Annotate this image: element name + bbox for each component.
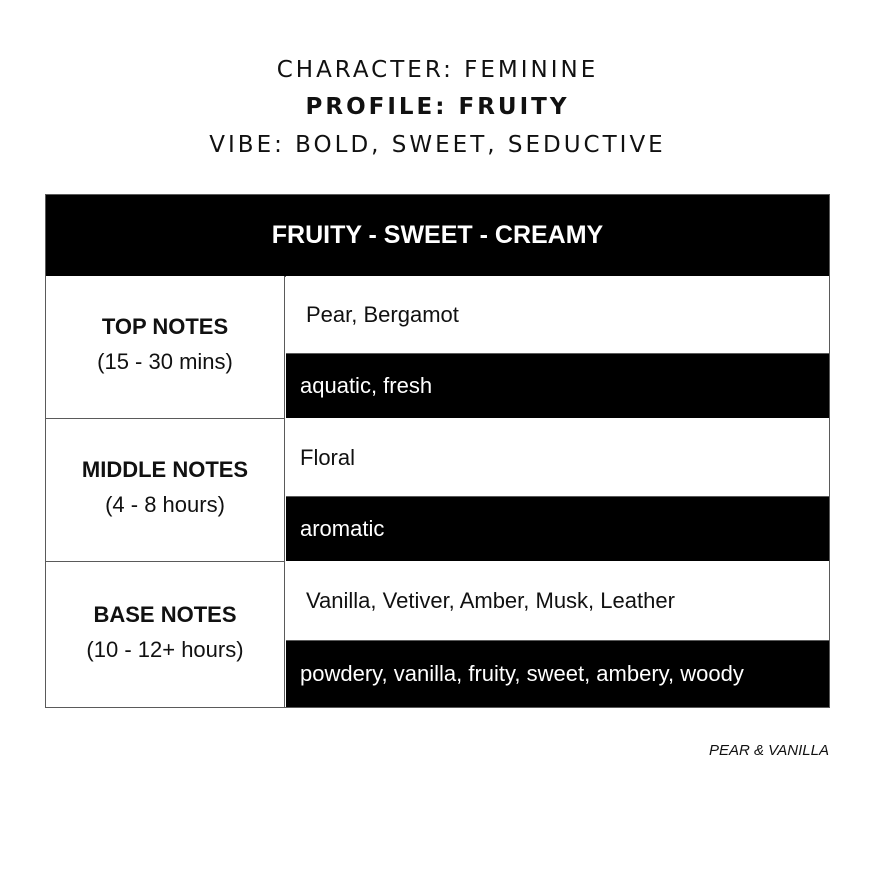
row-label-base-notes [46, 562, 285, 707]
label-time: (10 - 12+ hours) [86, 636, 244, 662]
label-title: TOP NOTES [101, 314, 229, 339]
accords-cell-top: aquatic, fresh [286, 354, 829, 418]
profile-line: PROFILE: FRUITY [305, 94, 570, 120]
footer-caption: PEAR & VANILLA [708, 742, 829, 759]
vibe-line: VIBE: BOLD, SWEET, SEDUCTIVE [209, 132, 666, 158]
table-banner: FRUITY - SWEET - CREAMY [46, 195, 829, 277]
accords-cell-base: powdery, vanilla, fruity, sweet, ambery, woody [286, 641, 829, 707]
ingredients-cell-base: Vanilla, Vetiver, Amber, Musk, Leather [286, 562, 829, 641]
row-label-top-notes [46, 276, 285, 419]
label-title: MIDDLE NOTES [81, 457, 249, 482]
notes-table [45, 194, 830, 708]
accords-cell-middle: aromatic [286, 497, 829, 561]
ingredients-cell-top: Pear, Bergamot [286, 276, 829, 354]
character-line: CHARACTER: FEMININE [276, 57, 599, 83]
ingredients-cell-middle: Floral [286, 419, 829, 497]
row-label-middle-notes [46, 419, 285, 562]
label-time: (15 - 30 mins) [97, 349, 233, 374]
label-title: BASE NOTES [93, 601, 237, 627]
label-time: (4 - 8 hours) [105, 492, 225, 517]
